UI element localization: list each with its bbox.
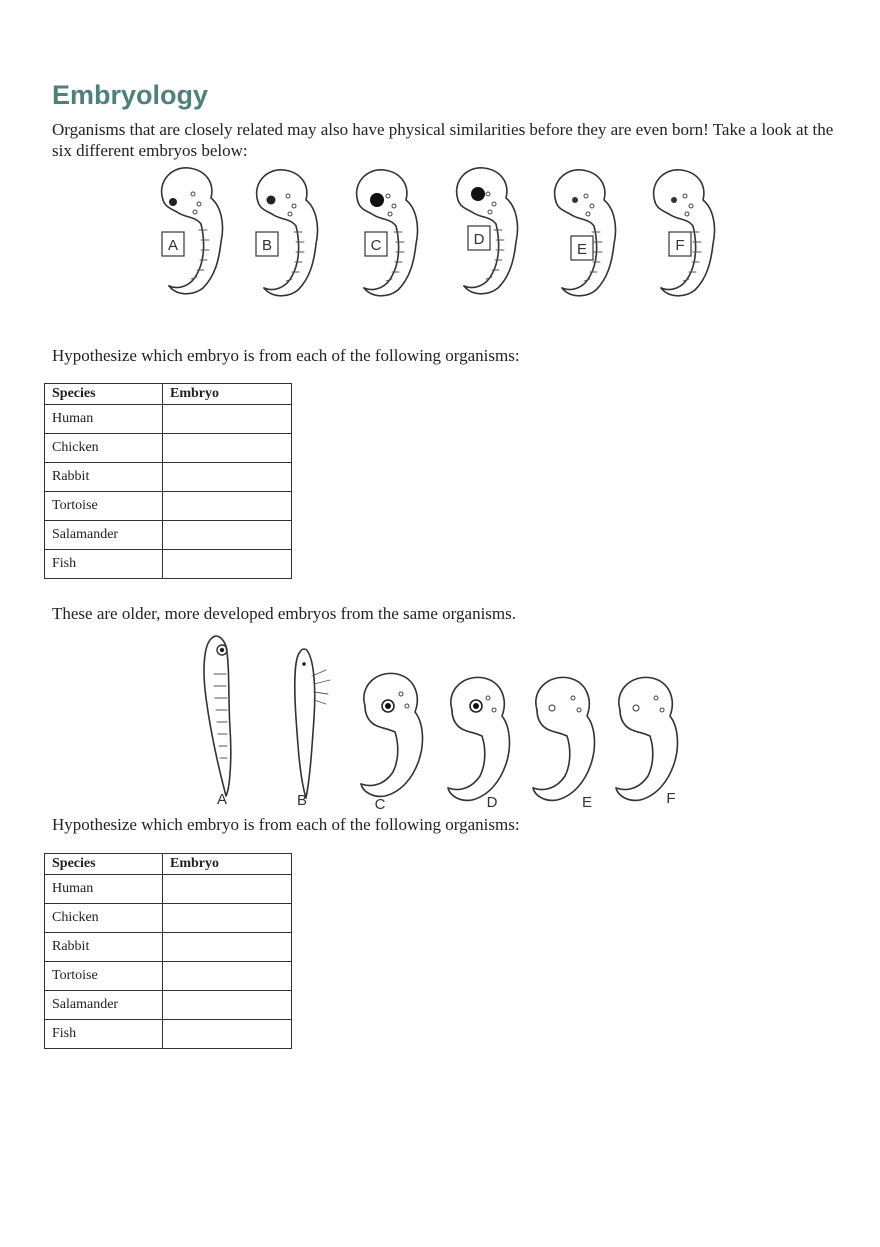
embryo-answer-cell[interactable] (163, 521, 292, 550)
species-cell: Rabbit (45, 463, 163, 492)
embryo-answer-cell[interactable] (163, 492, 292, 521)
embryo-answer-cell[interactable] (163, 1020, 292, 1049)
late-label-b: B (296, 792, 308, 809)
species-cell: Chicken (45, 904, 163, 933)
late-embryo-a-drawing (204, 636, 231, 808)
embryo-e-drawing (555, 170, 616, 296)
embryo-answer-cell[interactable] (163, 550, 292, 579)
older-embryos-text: These are older, more developed embryos from the same organisms. (52, 604, 516, 623)
intro-paragraph: Organisms that are closely related may also have physical similarities before they are even born! Take a look at the six different embryos below: (52, 120, 834, 160)
table-header-row (45, 384, 292, 405)
species-cell: Fish (45, 550, 163, 579)
table-row (45, 550, 292, 579)
species-cell: Chicken (45, 434, 163, 463)
embryo-answer-cell[interactable] (163, 875, 292, 904)
embryo-b-drawing (256, 170, 318, 296)
table-row (45, 962, 292, 991)
species-cell: Salamander (45, 991, 163, 1020)
embryo-header: Embryo (163, 854, 292, 875)
embryo-a-drawing (162, 168, 223, 294)
late-label-f: F (666, 790, 676, 807)
table-row (45, 904, 292, 933)
table-row (45, 463, 292, 492)
late-label-a: A (216, 791, 228, 808)
embryo-answer-cell[interactable] (163, 434, 292, 463)
embryo-answer-cell[interactable] (163, 904, 292, 933)
embryo-answer-cell[interactable] (163, 463, 292, 492)
late-label-c: C (374, 796, 386, 813)
question-2: Hypothesize which embryo is from each of the following organisms: (52, 815, 520, 834)
embryo-answer-cell[interactable] (163, 405, 292, 434)
late-embryo-b-drawing (295, 649, 330, 809)
embryo-f-drawing (654, 170, 715, 296)
species-cell: Human (45, 875, 163, 904)
late-embryo-e-drawing (533, 677, 594, 811)
table-row (45, 434, 292, 463)
table-row (45, 492, 292, 521)
table-row (45, 1020, 292, 1049)
question-1: Hypothesize which embryo is from each of the following organisms: (52, 346, 520, 365)
late-label-d: D (486, 794, 498, 811)
late-embryo-d-drawing (448, 677, 509, 811)
species-header: Species (45, 384, 163, 405)
embryo-answer-cell[interactable] (163, 962, 292, 991)
early-label-f: F (675, 237, 685, 254)
embryo-c-drawing (357, 170, 418, 296)
page-title: Embryology (52, 80, 209, 110)
table-header-row (45, 854, 292, 875)
species-cell: Tortoise (45, 492, 163, 521)
embryo-answer-cell[interactable] (163, 933, 292, 962)
embryo-header: Embryo (163, 384, 292, 405)
table-row (45, 875, 292, 904)
late-embryo-f-drawing (616, 677, 677, 807)
early-label-a: A (167, 237, 179, 254)
table-row (45, 933, 292, 962)
species-table-1 (44, 383, 292, 579)
early-embryos-figure (150, 160, 740, 305)
species-table-2 (44, 853, 292, 1049)
embryo-answer-cell[interactable] (163, 991, 292, 1020)
late-embryo-c-drawing (361, 673, 422, 813)
early-label-b: B (261, 237, 273, 254)
early-label-d: D (473, 231, 485, 248)
late-embryos-figure (190, 628, 690, 813)
table-row (45, 405, 292, 434)
species-header: Species (45, 854, 163, 875)
early-label-c: C (370, 237, 382, 254)
early-label-e: E (576, 241, 588, 258)
species-cell: Salamander (45, 521, 163, 550)
late-label-e: E (581, 794, 593, 811)
species-cell: Fish (45, 1020, 163, 1049)
species-cell: Tortoise (45, 962, 163, 991)
table-row (45, 991, 292, 1020)
table-row (45, 521, 292, 550)
species-cell: Human (45, 405, 163, 434)
species-cell: Rabbit (45, 933, 163, 962)
embryo-d-drawing (457, 168, 518, 294)
